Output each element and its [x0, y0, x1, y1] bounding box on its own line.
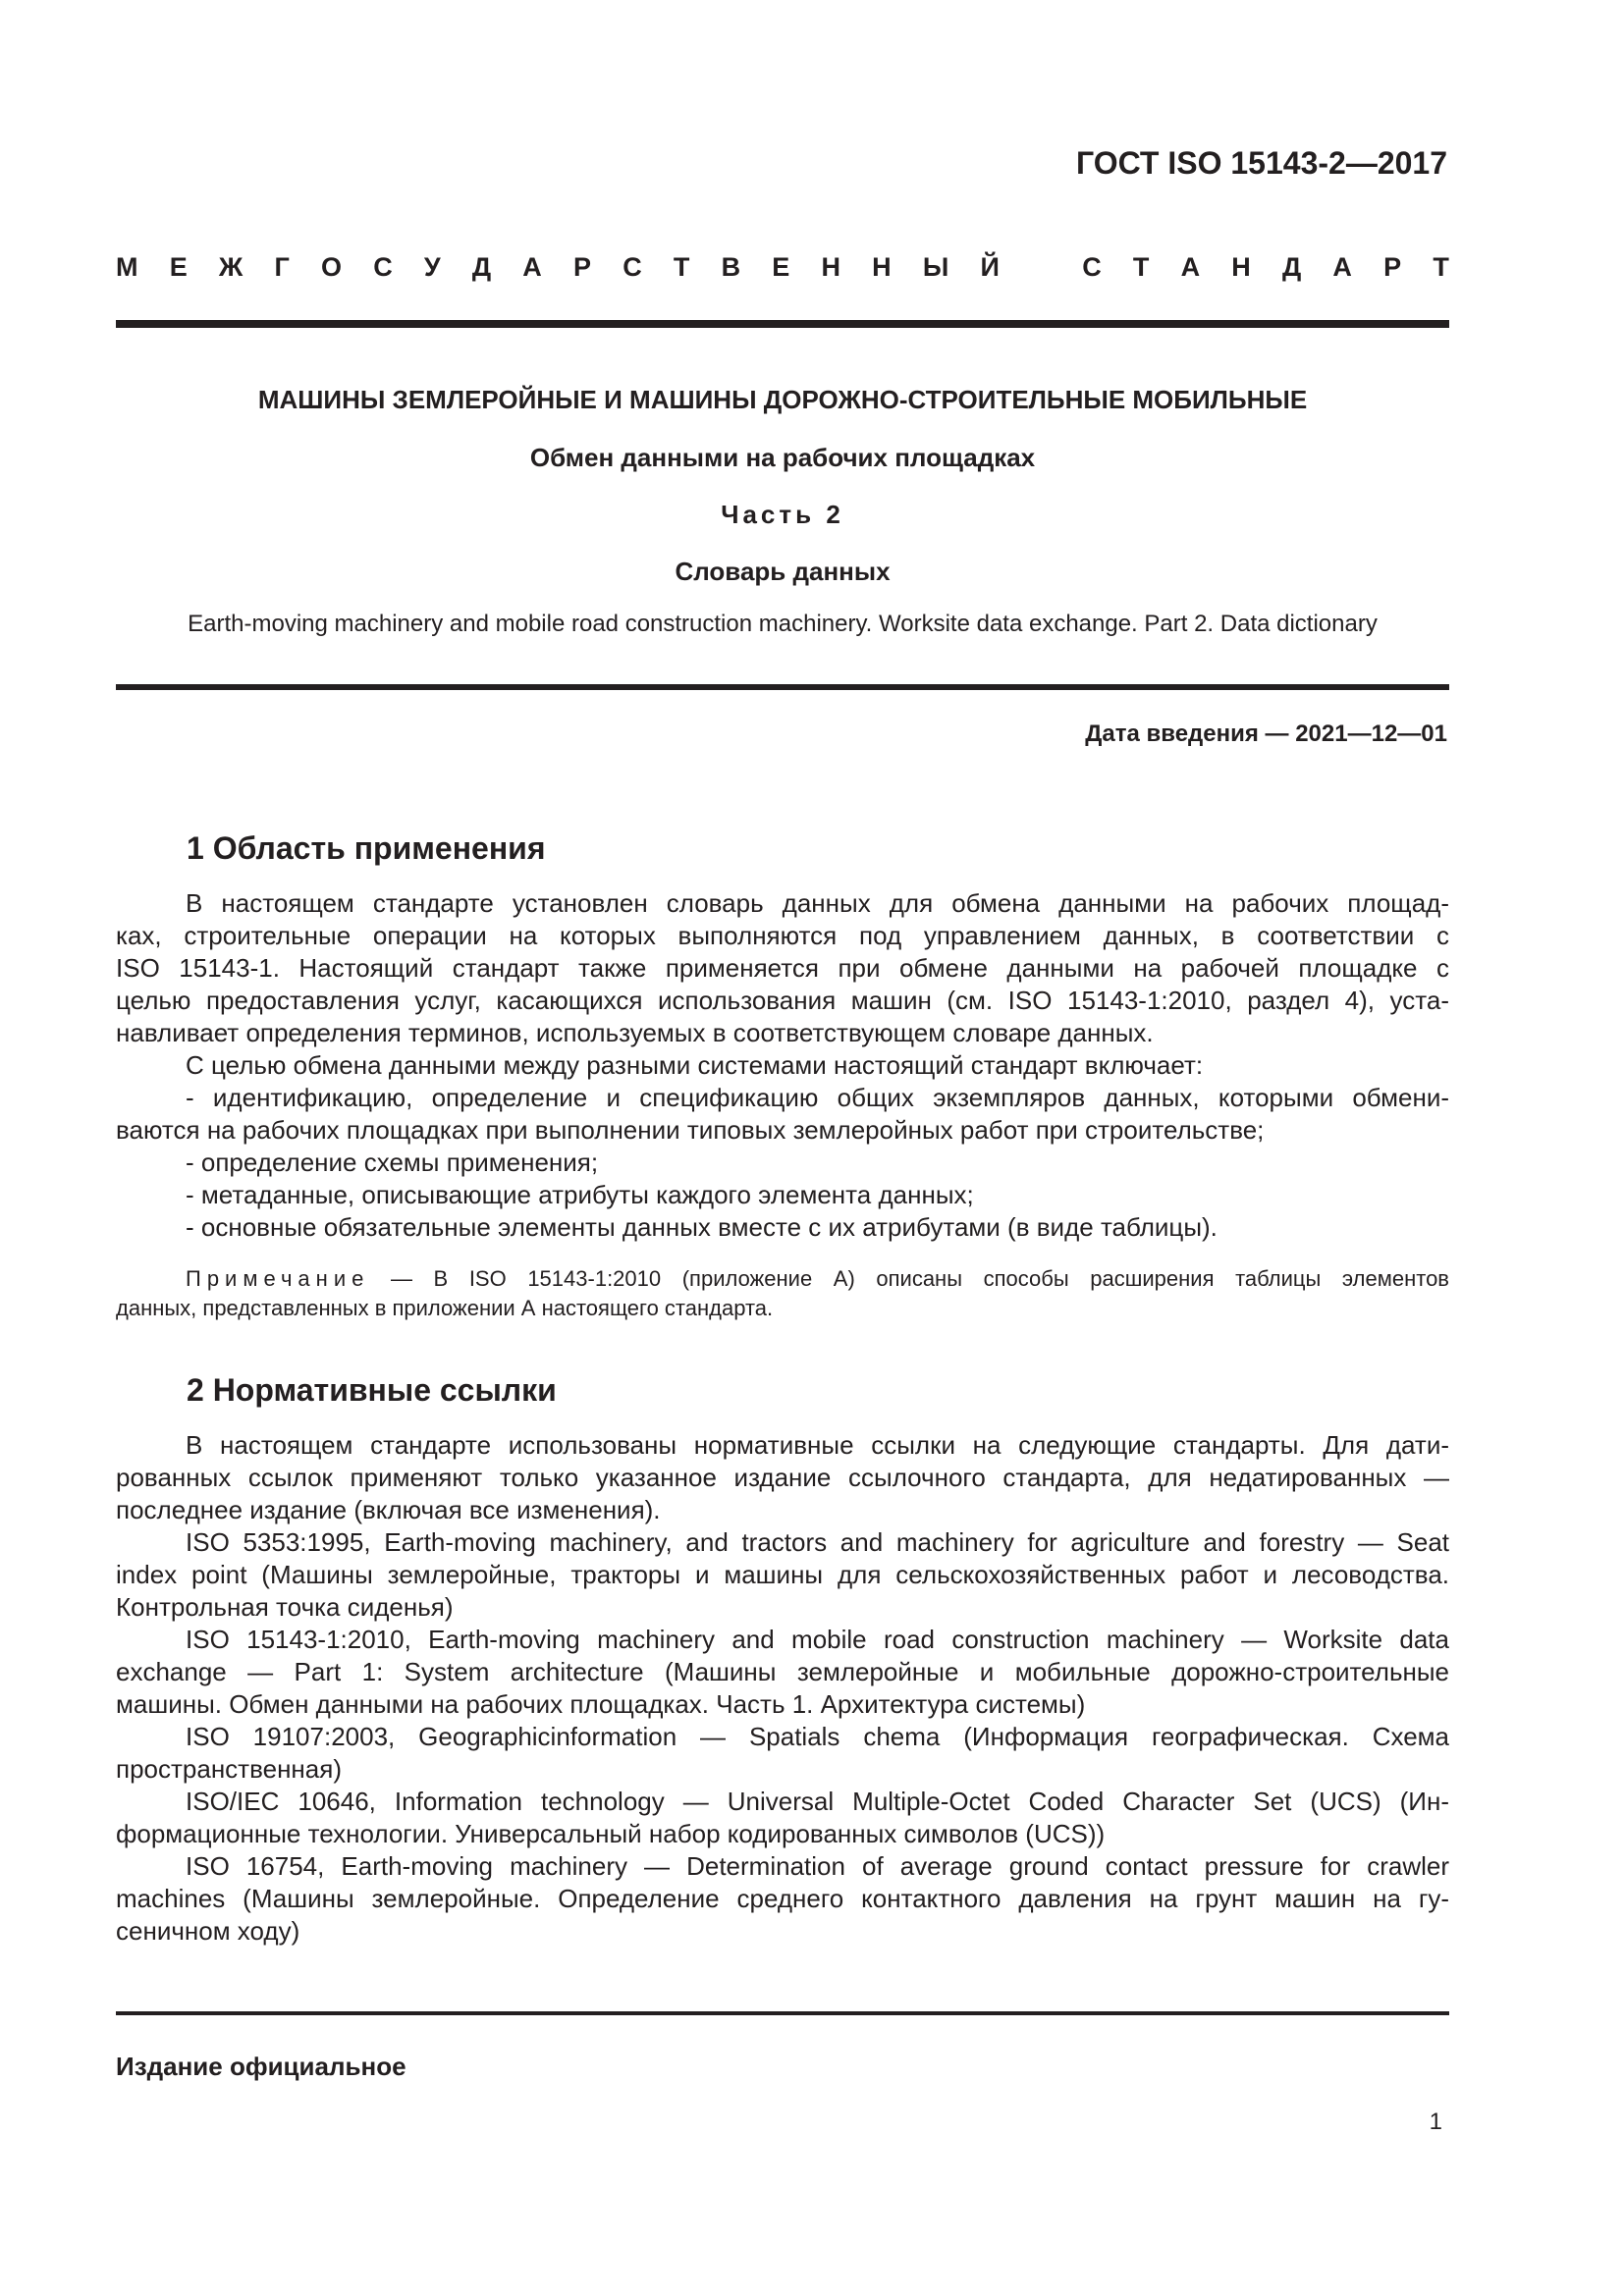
reference-line: ISO 19107:2003, Geographicinformation — Spatials chema (Информация географическая. Схема	[186, 1722, 1449, 1751]
note-text: данных, представленных в приложении А настоящего стандарта.	[116, 1296, 774, 1320]
section-2-heading: 2 Нормативные ссылки	[187, 1372, 557, 1408]
document-code: ГОСТ ISO 15143-2—2017	[1076, 145, 1447, 181]
list-item: - основные обязательные элементы данных вместе с их атрибутами (в виде таблицы).	[186, 1212, 1218, 1242]
section-1-note	[116, 1264, 1449, 1323]
reference-line: index point (Машины землеройные, тракторы и машины для сельскохозяйственных работ и лесоводства.	[116, 1560, 1449, 1589]
standard-type-letter: Е	[169, 252, 188, 282]
standard-type-letter: С	[1082, 252, 1102, 282]
reference-line: Контрольная точка сиденья)	[116, 1592, 454, 1622]
reference-line: сеничном ходу)	[116, 1916, 300, 1946]
reference-line: машины. Обмен данными на рабочих площадках. Часть 1. Архитектура системы)	[116, 1689, 1086, 1719]
standard-type-letter: С	[623, 252, 642, 282]
standard-type-letter: А	[1332, 252, 1352, 282]
note-label: Примечание	[186, 1266, 370, 1291]
standard-type-letter: А	[1180, 252, 1201, 282]
paragraph-line: В настоящем стандарте установлен словарь данных для обмена данными на рабочих площад-	[186, 888, 1449, 918]
standard-type-letter: Р	[1383, 252, 1402, 282]
standard-type-letter: Д	[471, 252, 492, 282]
introduction-date: Дата введения — 2021—12—01	[1085, 721, 1447, 747]
standard-type-letter: А	[522, 252, 542, 282]
standard-type-letter: Р	[572, 252, 591, 282]
standard-type-letter: У	[423, 252, 441, 282]
paragraph-line: последнее издание (включая все изменения).	[116, 1495, 661, 1524]
footer-rule	[116, 2011, 1449, 2015]
standard-type-letter: Т	[1433, 252, 1449, 282]
paragraph-line: В настоящем стандарте использованы нормативные ссылки на следующие стандарты. Для дати-	[186, 1430, 1449, 1460]
reference-line: формационные технологии. Универсальный набор кодированных символов (UCS))	[116, 1819, 1106, 1848]
standard-type-letter: Н	[821, 252, 840, 282]
list-item-line: ваются на рабочих площадках при выполнении типовых землеройных работ при строительстве;	[116, 1115, 1265, 1145]
standard-type-letter: Д	[1281, 252, 1302, 282]
standard-type-letter: Й	[980, 252, 1000, 282]
standard-type-letter: Т	[1132, 252, 1150, 282]
paragraph-line: рованных ссылок применяют только указанное издание ссылочного стандарта, для недатированных —	[116, 1463, 1449, 1492]
edition-label: Издание официальное	[116, 2052, 406, 2081]
section-1-body	[116, 887, 1449, 1244]
page-number: 1	[1429, 2109, 1442, 2135]
reference-line: ISO 5353:1995, Earth-moving machinery, and tractors and machinery for agriculture and forestry — Seat	[186, 1527, 1449, 1557]
title-rule	[116, 684, 1449, 690]
standard-type-letter: Ы	[922, 252, 949, 282]
paragraph-line: С целью обмена данными между разными системами настоящий стандарт включает:	[186, 1050, 1204, 1080]
list-item-line: - идентификацию, определение и спецификацию общих экземпляров данных, которыми обмени-	[186, 1083, 1449, 1112]
paragraph-line: ISO 15143-1. Настоящий стандарт также применяется при обмене данными на рабочей площадке с	[116, 953, 1449, 983]
title-part: Часть 2	[721, 500, 844, 529]
standard-type-letter: О	[320, 252, 342, 282]
reference-line: machines (Машины землеройные. Определение среднего контактного давления на грунт машин на гу-	[116, 1884, 1449, 1913]
title-english: Earth-moving machinery and mobile road construction machinery. Worksite data exchange. Part 2. Data dictionary	[188, 611, 1378, 637]
reference-line: ISO/IEC 10646, Information technology — Universal Multiple-Octet Coded Character Set (UCS) (Ин-	[186, 1787, 1449, 1816]
reference-line: пространственная)	[116, 1754, 342, 1784]
title-subtitle: Обмен данными на рабочих площадках	[529, 443, 1036, 472]
paragraph-line: ках, строительные операции на которых выполняются под управлением данных, в соответствии с	[116, 921, 1449, 950]
header-rule	[116, 320, 1449, 328]
list-item: - определение схемы применения;	[186, 1148, 599, 1177]
note-text: — В ISO 15143-1:2010 (приложение А) описаны способы расширения таблицы элементов	[369, 1266, 1449, 1291]
standard-type-heading	[116, 252, 1449, 283]
title-main: МАШИНЫ ЗЕМЛЕРОЙНЫЕ И МАШИНЫ ДОРОЖНО-СТРОИТЕЛЬНЫЕ МОБИЛЬНЫЕ	[257, 385, 1308, 414]
standard-type-letter: Г	[274, 252, 290, 282]
title-dictionary: Словарь данных	[675, 557, 891, 586]
standard-type-letter: Ж	[218, 252, 244, 282]
reference-line: ISO 15143-1:2010, Earth-moving machinery and mobile road construction machinery — Worksite data	[186, 1625, 1449, 1654]
standard-type-letter: С	[373, 252, 393, 282]
paragraph-line: навливает определения терминов, используемых в соответствующем словаре данных.	[116, 1018, 1154, 1047]
reference-line: exchange — Part 1: System architecture (Машины землеройные и мобильные дорожно-строительные	[116, 1657, 1449, 1686]
reference-line: ISO 16754, Earth-moving machinery — Determination of average ground contact pressure for crawler	[186, 1851, 1449, 1881]
standard-type-letter: Н	[872, 252, 892, 282]
standard-type-gap	[1031, 252, 1051, 283]
paragraph-line: целью предоставления услуг, касающихся использования машин (см. ISO 15143-1:2010, раздел 4), уста-	[116, 986, 1449, 1015]
standard-type-letter: М	[116, 252, 138, 282]
section-1-heading: 1 Область применения	[187, 830, 546, 866]
standard-type-letter: Т	[673, 252, 690, 282]
section-2-body	[116, 1429, 1449, 1948]
standard-type-letter: В	[721, 252, 741, 282]
standard-type-letter: Н	[1231, 252, 1251, 282]
standard-type-letter: Е	[772, 252, 790, 282]
list-item: - метаданные, описывающие атрибуты каждого элемента данных;	[186, 1180, 974, 1209]
